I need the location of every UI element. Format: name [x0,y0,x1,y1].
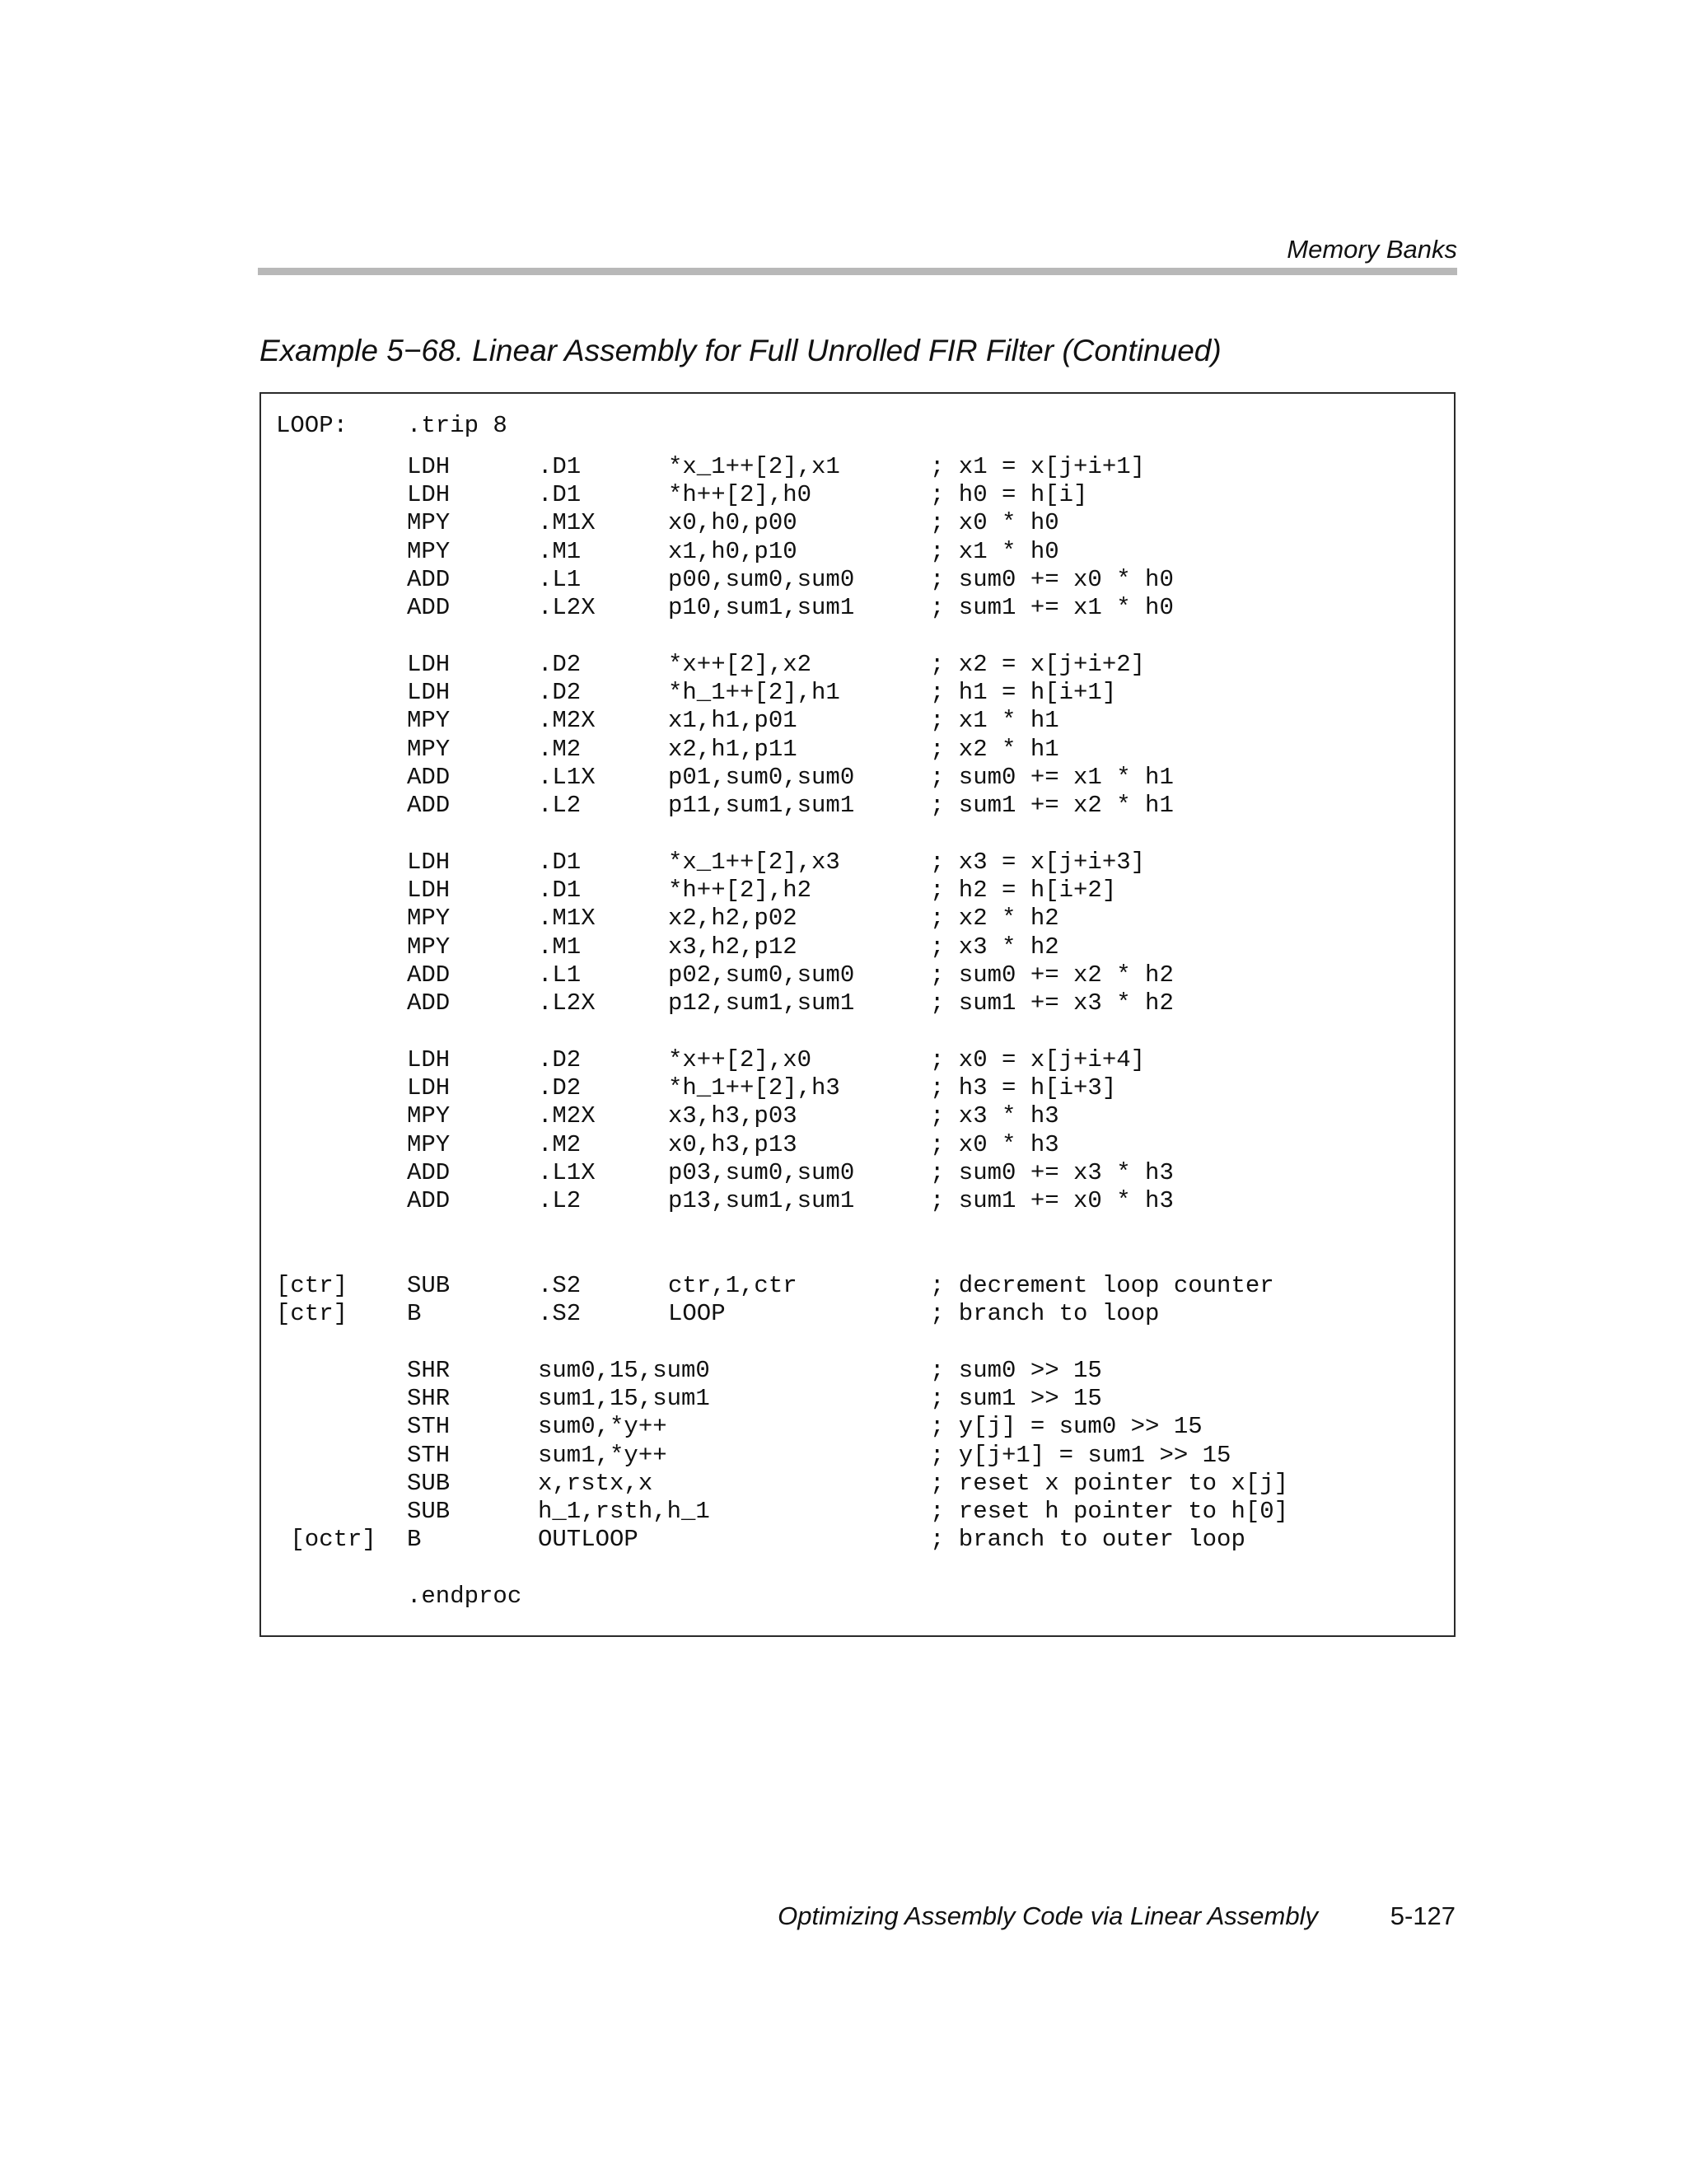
code-unit: .M2 [538,1131,582,1158]
code-unit: .L2 [538,1187,582,1214]
code-listing [259,392,1456,1637]
code-comment: ; x1 = x[j+i+1] [930,453,1146,480]
code-args: p10,sum1,sum1 [668,594,855,621]
code-comment: ; decrement loop counter [930,1272,1274,1299]
code-comment: ; sum0 += x0 * h0 [930,566,1174,593]
code-unit: .L1 [538,961,582,989]
code-label: [octr] [276,1526,376,1553]
code-op: LDH [407,1074,451,1101]
code-op: STH [407,1413,451,1440]
code-comment: ; reset x pointer to x[j] [930,1470,1289,1497]
code-args: p01,sum0,sum0 [668,764,855,791]
code-unit: .M1X [538,905,596,932]
code-comment: ; branch to loop [930,1300,1160,1327]
code-label: [ctr] [276,1300,348,1327]
code-comment: ; sum0 += x1 * h1 [930,764,1174,791]
code-unit: sum0,15,sum0 [538,1357,710,1384]
code-args: x3,h3,p03 [668,1102,797,1129]
code-args: x1,h1,p01 [668,707,797,734]
code-op: ADD [407,1187,451,1214]
code-comment: ; y[j] = sum0 >> 15 [930,1413,1203,1440]
code-op: LDH [407,481,451,508]
code-op: LDH [407,453,451,480]
code-unit: .D2 [538,651,582,678]
code-unit: sum1,15,sum1 [538,1385,710,1412]
code-op: LDH [407,679,451,706]
code-op: MPY [407,707,451,734]
code-unit: .M1 [538,933,582,961]
code-op: ADD [407,792,451,819]
page-number: 5-127 [1390,1901,1456,1930]
code-op: MPY [407,1102,451,1129]
code-label: LOOP: [276,412,348,439]
code-op: .endproc [407,1583,522,1610]
code-op: SHR [407,1385,451,1412]
code-unit: .D1 [538,877,582,904]
code-unit: .L2X [538,594,596,621]
code-op: STH [407,1442,451,1469]
code-op: LDH [407,877,451,904]
code-op: SHR [407,1357,451,1384]
code-unit: .S2 [538,1300,582,1327]
code-args: p12,sum1,sum1 [668,989,855,1017]
code-args: *x++[2],x2 [668,651,812,678]
code-unit: .D1 [538,849,582,876]
code-args: *h_1++[2],h3 [668,1074,840,1101]
code-args: *h++[2],h2 [668,877,812,904]
code-comment: ; sum0 >> 15 [930,1357,1102,1384]
code-op: .trip 8 [407,412,507,439]
code-comment: ; x3 * h2 [930,933,1059,961]
code-op: MPY [407,736,451,763]
code-op: SUB [407,1498,451,1525]
code-comment: ; sum0 += x3 * h3 [930,1159,1174,1186]
code-args: p02,sum0,sum0 [668,961,855,989]
code-unit: OUTLOOP [538,1526,638,1553]
code-unit: .L1X [538,764,596,791]
code-unit: .M2X [538,707,596,734]
code-comment: ; x0 * h0 [930,509,1059,536]
code-unit: h_1,rsth,h_1 [538,1498,710,1525]
code-op: MPY [407,1131,451,1158]
code-unit: sum0,*y++ [538,1413,667,1440]
example-caption: Example 5−68. Linear Assembly for Full Unrolled FIR Filter (Continued) [259,334,1222,367]
code-op: ADD [407,764,451,791]
code-op: LDH [407,651,451,678]
code-comment: ; x1 * h1 [930,707,1059,734]
code-op: ADD [407,594,451,621]
code-op: MPY [407,905,451,932]
code-args: x0,h0,p00 [668,509,797,536]
code-op: MPY [407,933,451,961]
code-unit: .L2X [538,989,596,1017]
code-unit: x,rstx,x [538,1470,653,1497]
code-args: p11,sum1,sum1 [668,792,855,819]
code-comment: ; h0 = h[i] [930,481,1088,508]
code-args: x1,h0,p10 [668,538,797,565]
code-args: *h++[2],h0 [668,481,812,508]
code-op: SUB [407,1272,451,1299]
code-args: p00,sum0,sum0 [668,566,855,593]
code-args: x2,h1,p11 [668,736,797,763]
code-args: LOOP [668,1300,726,1327]
code-unit: .D1 [538,481,582,508]
code-comment: ; reset h pointer to h[0] [930,1498,1289,1525]
code-label: [ctr] [276,1272,348,1299]
code-comment: ; sum1 += x2 * h1 [930,792,1174,819]
code-comment: ; sum1 >> 15 [930,1385,1102,1412]
code-comment: ; sum0 += x2 * h2 [930,961,1174,989]
code-op: LDH [407,1046,451,1073]
code-op: ADD [407,566,451,593]
code-op: ADD [407,989,451,1017]
code-op: ADD [407,961,451,989]
code-op: ADD [407,1159,451,1186]
code-args: x2,h2,p02 [668,905,797,932]
code-comment: ; h3 = h[i+3] [930,1074,1117,1101]
code-comment: ; sum1 += x1 * h0 [930,594,1174,621]
code-comment: ; x3 = x[j+i+3] [930,849,1146,876]
code-comment: ; sum1 += x0 * h3 [930,1187,1174,1214]
code-unit: .M2 [538,736,582,763]
code-args: *x++[2],x0 [668,1046,812,1073]
code-unit: .L1X [538,1159,596,1186]
code-comment: ; x2 * h2 [930,905,1059,932]
code-args: *x_1++[2],x1 [668,453,840,480]
code-op: MPY [407,509,451,536]
header-rule [258,268,1457,275]
code-unit: sum1,*y++ [538,1442,667,1469]
code-comment: ; sum1 += x3 * h2 [930,989,1174,1017]
code-op: MPY [407,538,451,565]
code-args: *x_1++[2],x3 [668,849,840,876]
code-comment: ; x2 * h1 [930,736,1059,763]
code-comment: ; x0 * h3 [930,1131,1059,1158]
code-unit: .D2 [538,1046,582,1073]
code-args: x0,h3,p13 [668,1131,797,1158]
code-op: B [407,1300,422,1327]
code-unit: .M1 [538,538,582,565]
code-comment: ; branch to outer loop [930,1526,1245,1553]
code-args: p03,sum0,sum0 [668,1159,855,1186]
code-args: x3,h2,p12 [668,933,797,961]
code-unit: .L1 [538,566,582,593]
code-unit: .L2 [538,792,582,819]
code-comment: ; h2 = h[i+2] [930,877,1117,904]
footer-title: Optimizing Assembly Code via Linear Assembly [778,1901,1318,1930]
code-op: B [407,1526,422,1553]
code-unit: .M1X [538,509,596,536]
code-unit: .D2 [538,1074,582,1101]
code-op: LDH [407,849,451,876]
code-unit: .D2 [538,679,582,706]
code-comment: ; x2 = x[j+i+2] [930,651,1146,678]
running-header: Memory Banks [1287,235,1457,264]
code-comment: ; x1 * h0 [930,538,1059,565]
code-unit: .D1 [538,453,582,480]
code-args: *h_1++[2],h1 [668,679,840,706]
code-comment: ; x3 * h3 [930,1102,1059,1129]
code-comment: ; h1 = h[i+1] [930,679,1117,706]
code-unit: .M2X [538,1102,596,1129]
code-comment: ; y[j+1] = sum1 >> 15 [930,1442,1231,1469]
code-args: p13,sum1,sum1 [668,1187,855,1214]
code-comment: ; x0 = x[j+i+4] [930,1046,1146,1073]
code-unit: .S2 [538,1272,582,1299]
code-op: SUB [407,1470,451,1497]
code-args: ctr,1,ctr [668,1272,797,1299]
